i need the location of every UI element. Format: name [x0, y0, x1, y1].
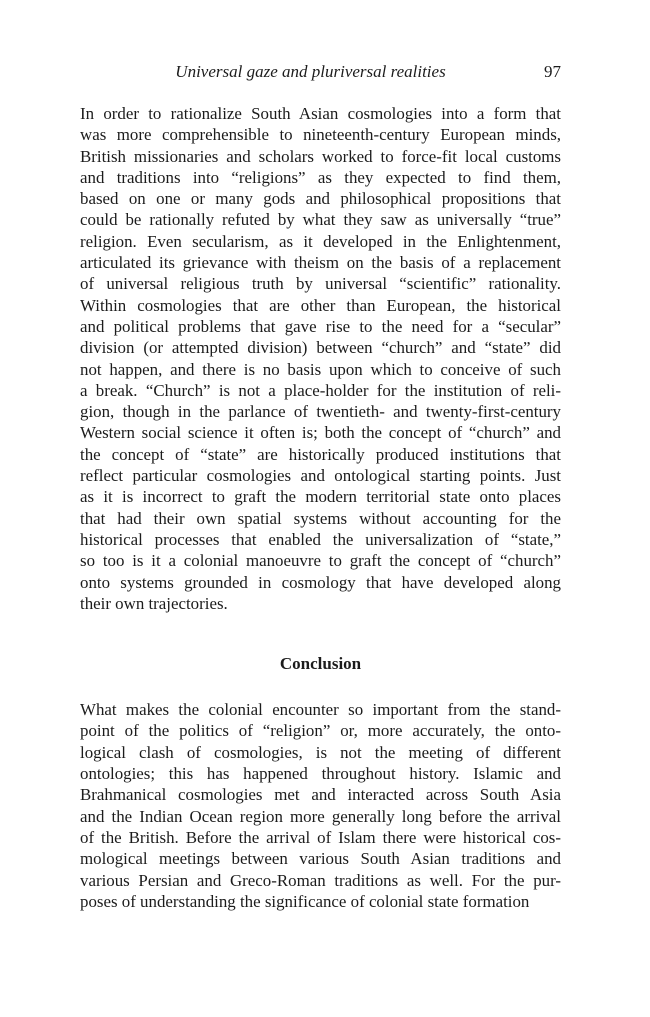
text-line: as it is incorrect to graft the modern territorial state onto places: [80, 487, 561, 507]
text-line: onto systems grounded in cosmology that have developed along: [80, 572, 561, 592]
text-line: not happen, and there is no basis upon which to conceive of such: [80, 359, 561, 379]
text-line: that had their own spatial systems without accounting for the: [80, 508, 561, 528]
text-line: their own trajectories.: [80, 593, 228, 613]
text-line: Brahmanical cosmologies met and interacted across South Asia: [80, 785, 561, 805]
text-line: division (or attempted division) between “church” and “state” did: [80, 338, 561, 358]
text-line: a break. “Church” is not a place-holder for the institution of reli-: [80, 380, 561, 400]
text-line: could be rationally refuted by what they saw as universally “true”: [80, 210, 561, 230]
text-line: gion, though in the parlance of twentieth- and twenty-first-century: [80, 402, 561, 422]
text-line: various Persian and Greco-Roman traditions as well. For the pur-: [80, 870, 561, 890]
text-line: logical clash of cosmologies, is not the meeting of different: [80, 742, 561, 762]
text-line: religion. Even secularism, as it developed in the Enlightenment,: [80, 231, 561, 251]
body-paragraph: [80, 103, 561, 614]
page-number: 97: [544, 62, 561, 81]
text-line: reflect particular cosmologies and ontological starting points. Just: [80, 466, 561, 486]
running-head: [80, 58, 561, 86]
text-line: based on one or many gods and philosophical propositions that: [80, 189, 561, 209]
text-line: of the British. Before the arrival of Islam there were historical cos-: [80, 827, 561, 847]
text-line: In order to rationalize South Asian cosmologies into a form that: [80, 104, 561, 123]
text-line: ontologies; this has happened throughout history. Islamic and: [80, 764, 561, 784]
text-line: the concept of “state” are historically produced institutions that: [80, 444, 561, 464]
text-line: What makes the colonial encounter so important from the stand-: [80, 700, 561, 720]
text-line: and traditions into “religions” as they expected to find them,: [80, 167, 561, 187]
text-line: British missionaries and scholars worked to force-fit local customs: [80, 146, 561, 166]
text-line: poses of understanding the significance of colonial state formation: [80, 891, 530, 911]
text-line: was more comprehensible to nineteenth-century European minds,: [80, 125, 561, 145]
text-line: point of the politics of “religion” or, more accurately, the onto-: [80, 721, 561, 741]
text-line: so too is it a colonial manoeuvre to graft the concept of “church”: [80, 551, 561, 571]
text-line: and political problems that gave rise to the need for a “secular”: [80, 316, 561, 336]
running-head-title: Universal gaze and pluriversal realities: [175, 62, 446, 81]
text-line: Within cosmologies that are other than European, the historical: [80, 295, 561, 315]
text-line: articulated its grievance with theism on the basis of a replacement: [80, 253, 561, 273]
book-page: [80, 58, 561, 912]
text-line: Western social science it often is; both the concept of “church” and: [80, 423, 561, 443]
section-heading: Conclusion: [279, 654, 362, 674]
body-paragraph: [80, 699, 561, 912]
text-line: historical processes that enabled the universalization of “state,”: [80, 529, 561, 549]
text-line: mological meetings between various South Asian traditions and: [80, 849, 561, 869]
text-line: and the Indian Ocean region more generally long before the arrival: [80, 806, 561, 826]
text-line: of universal religious truth by universal “scientific” rationality.: [80, 274, 561, 294]
